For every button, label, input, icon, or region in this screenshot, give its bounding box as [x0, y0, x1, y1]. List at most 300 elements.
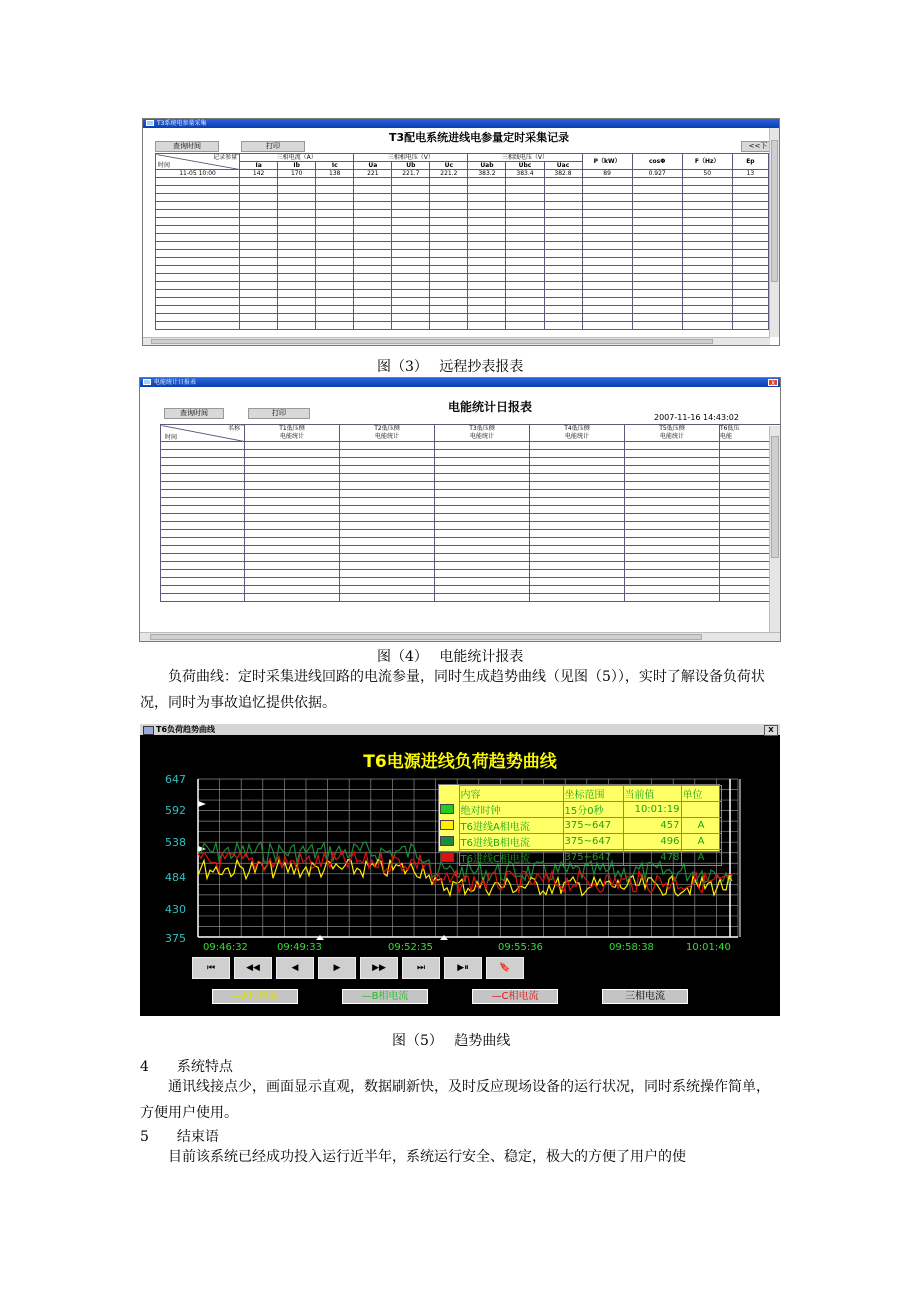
cell: [316, 274, 354, 282]
legend-swatch-cell: [439, 850, 459, 866]
cell: [544, 290, 582, 298]
legend-header: 坐标范围: [563, 786, 623, 802]
scroll-thumb[interactable]: [771, 436, 779, 558]
back-button[interactable]: ◀: [276, 957, 314, 979]
cell: [544, 226, 582, 234]
cell: [278, 274, 316, 282]
cell: [625, 546, 720, 554]
cell: [582, 322, 632, 330]
next-page-button[interactable]: <<下: [741, 141, 775, 152]
col-header-line1: T2低压侧: [374, 425, 400, 432]
cell: [468, 218, 506, 226]
x-tick: 09:55:36: [498, 942, 543, 953]
cell: [682, 282, 732, 290]
col-header-line2: 电能统计: [374, 433, 399, 440]
table-row: [161, 506, 781, 514]
cell: [582, 242, 632, 250]
cell: [430, 194, 468, 202]
first-button[interactable]: ⏮: [192, 957, 230, 979]
legend-row: [439, 850, 721, 866]
cell: [506, 322, 544, 330]
cell: [632, 186, 682, 194]
cell: [544, 258, 582, 266]
cell: [240, 274, 278, 282]
cell: [435, 594, 530, 602]
cell: [506, 282, 544, 290]
table-row: [156, 202, 769, 210]
cell: [430, 274, 468, 282]
legend-unit: A: [681, 850, 721, 866]
cell: [161, 586, 245, 594]
cell: 382.8: [544, 170, 582, 178]
cell: [468, 274, 506, 282]
legend-value: 10:01:19: [623, 802, 681, 818]
cell: [245, 530, 340, 538]
fig4-horizontal-scrollbar[interactable]: [140, 632, 780, 641]
cell: [682, 290, 732, 298]
app-icon: [146, 120, 154, 126]
cell: [682, 234, 732, 242]
cell: [582, 306, 632, 314]
fig3-vertical-scrollbar[interactable]: [769, 128, 779, 337]
cell: [632, 218, 682, 226]
table-row: [161, 442, 781, 450]
cell: [682, 322, 732, 330]
cell: [732, 218, 768, 226]
cell: [625, 466, 720, 474]
cell: [435, 498, 530, 506]
cell: [245, 594, 340, 602]
x-tick: 09:49:33: [277, 942, 322, 953]
cell: [354, 266, 392, 274]
table-row: [156, 282, 769, 290]
legend-row: [439, 818, 721, 834]
cell: [340, 546, 435, 554]
cell: [354, 178, 392, 186]
cell: 221.7: [392, 170, 430, 178]
phase-a-button[interactable]: —A相电流: [212, 989, 298, 1004]
cell: [732, 258, 768, 266]
fig3-data-table: [155, 153, 769, 330]
scroll-thumb[interactable]: [151, 339, 713, 344]
cell: [632, 210, 682, 218]
cell: [245, 554, 340, 562]
cell: [544, 282, 582, 290]
cell: [530, 562, 625, 570]
table-row: [156, 274, 769, 282]
cell: [240, 282, 278, 290]
fig4-corner-cell: [161, 425, 245, 442]
cell: [732, 178, 768, 186]
cell: [340, 450, 435, 458]
cell: [240, 266, 278, 274]
cell: [435, 530, 530, 538]
cell: [340, 490, 435, 498]
cell: [682, 298, 732, 306]
cell: [632, 194, 682, 202]
cell: [316, 186, 354, 194]
x-tick: 10:01:40: [686, 942, 731, 953]
cell: [435, 586, 530, 594]
cell: [468, 258, 506, 266]
cell: [278, 186, 316, 194]
cell: [632, 314, 682, 322]
cell: [682, 258, 732, 266]
cell: [340, 522, 435, 530]
cell: [161, 594, 245, 602]
cell: [156, 314, 240, 322]
col-header-line1: T4低压侧: [564, 425, 590, 432]
cell: [530, 482, 625, 490]
col-header-line1: T5低压侧: [659, 425, 685, 432]
last-button[interactable]: ⏭: [402, 957, 440, 979]
cell: 383.2: [468, 170, 506, 178]
close-icon[interactable]: X: [768, 379, 778, 386]
cell: [435, 474, 530, 482]
cell: [278, 322, 316, 330]
cell: [530, 570, 625, 578]
cell: [582, 226, 632, 234]
cell: [340, 594, 435, 602]
scroll-thumb[interactable]: [150, 634, 702, 640]
query-time-button[interactable]: 查询时间: [155, 141, 219, 152]
cell: [156, 178, 240, 186]
col-header: Ib: [278, 162, 316, 170]
cell: [354, 306, 392, 314]
cell: [156, 274, 240, 282]
cell: [732, 306, 768, 314]
cell: [544, 194, 582, 202]
empty-rows: [156, 178, 769, 330]
y-tick: 592: [165, 804, 186, 817]
cell: [582, 218, 632, 226]
cell: [732, 194, 768, 202]
cell: [278, 194, 316, 202]
cell: [530, 530, 625, 538]
y-tick: 430: [165, 903, 186, 916]
cell: [161, 474, 245, 482]
cell: [340, 498, 435, 506]
cell: [161, 450, 245, 458]
query-time-button[interactable]: 查询时间: [164, 408, 224, 419]
app-icon: [143, 379, 151, 385]
phase-b-button[interactable]: —B相电流: [342, 989, 428, 1004]
corner-bottom-label: 时间: [158, 162, 171, 169]
cell: [354, 322, 392, 330]
table-row: [156, 298, 769, 306]
cell: [354, 314, 392, 322]
cell: [161, 506, 245, 514]
cell: [468, 210, 506, 218]
cell: [530, 586, 625, 594]
cell: [161, 522, 245, 530]
empty-rows: [161, 442, 781, 602]
cell: [530, 522, 625, 530]
cell: [430, 202, 468, 210]
cell: [682, 186, 732, 194]
cell: [240, 242, 278, 250]
print-button[interactable]: 打印: [241, 141, 305, 152]
fast-back-button[interactable]: ◀◀: [234, 957, 272, 979]
cell: [625, 450, 720, 458]
legend-row: [439, 834, 721, 850]
col-p-header: P（kW）: [582, 154, 632, 170]
cell: [544, 210, 582, 218]
cell: 170: [278, 170, 316, 178]
cell: [468, 242, 506, 250]
x-tick: 09:46:32: [203, 942, 248, 953]
cell: [544, 178, 582, 186]
cell: [340, 466, 435, 474]
table-row: [161, 450, 781, 458]
cell: [240, 186, 278, 194]
table-row: [161, 578, 781, 586]
cell: [354, 290, 392, 298]
cell: [468, 226, 506, 234]
cell: [468, 234, 506, 242]
cell: [340, 442, 435, 450]
cell: [245, 538, 340, 546]
legend-row: [439, 802, 721, 818]
cell: [732, 322, 768, 330]
cell: [625, 554, 720, 562]
cell: [245, 514, 340, 522]
cell: [161, 562, 245, 570]
table-row: [156, 314, 769, 322]
table-row: [161, 546, 781, 554]
cell: [430, 218, 468, 226]
legend-name: T6进线A相电流: [459, 818, 563, 834]
table-row: [161, 458, 781, 466]
col-header-line2: 电能统计: [659, 433, 684, 440]
cell: [544, 314, 582, 322]
cell: [530, 538, 625, 546]
step-button[interactable]: ▶⏸: [444, 957, 482, 979]
cell: [354, 210, 392, 218]
cell: [278, 210, 316, 218]
cell: [430, 282, 468, 290]
cell: [392, 290, 430, 298]
cell: [316, 178, 354, 186]
cell: [245, 546, 340, 554]
cell: [340, 514, 435, 522]
cell: [682, 266, 732, 274]
cell: [240, 218, 278, 226]
three-phase-button[interactable]: 三相电流: [602, 989, 688, 1004]
legend-unit: A: [681, 834, 721, 850]
cell: [430, 226, 468, 234]
cell: 138: [316, 170, 354, 178]
cell: [392, 178, 430, 186]
legend-swatch-cell: [439, 802, 459, 818]
cell: [156, 242, 240, 250]
fig4-vertical-scrollbar[interactable]: [769, 426, 780, 632]
cell: [506, 178, 544, 186]
col-header-line2: 电能统计: [279, 433, 304, 440]
cell: [732, 314, 768, 322]
cell: [340, 562, 435, 570]
paragraph-features: 通讯线接点少，画面显示直观，数据刷新快，及时反应现场设备的运行状况，同时系统操作简单，方便用户使用。: [140, 1079, 770, 1121]
cell: [161, 490, 245, 498]
fig3-window-title: T3系统电参量采集: [157, 120, 207, 127]
cell: [582, 234, 632, 242]
col-header: Ub: [392, 162, 430, 170]
cell: [530, 546, 625, 554]
fig3-window: [142, 118, 780, 346]
section4-title: 4 系统特点: [140, 1059, 233, 1075]
close-icon[interactable]: X: [764, 725, 778, 736]
cell: [544, 266, 582, 274]
cell: [435, 466, 530, 474]
cell: [316, 218, 354, 226]
cell: [506, 202, 544, 210]
cell: [435, 538, 530, 546]
fast-forward-button[interactable]: ▶▶: [360, 957, 398, 979]
cell: [245, 474, 340, 482]
cell: [582, 194, 632, 202]
table-row: [161, 466, 781, 474]
table-row: [156, 322, 769, 330]
cell: [240, 210, 278, 218]
cell: [468, 266, 506, 274]
legend-unit: [681, 802, 721, 818]
cell: [544, 218, 582, 226]
cell: [625, 482, 720, 490]
bookmark-button[interactable]: 🔖: [486, 957, 524, 979]
cell: [468, 306, 506, 314]
cell: [435, 578, 530, 586]
phase-c-button[interactable]: —C相电流: [472, 989, 558, 1004]
legend-range: 15分0秒: [563, 802, 623, 818]
cell: [506, 298, 544, 306]
cell: [435, 514, 530, 522]
fig5-chart-title: T6电源进线负荷趋势曲线: [363, 752, 557, 772]
cell: [161, 514, 245, 522]
cell: [340, 530, 435, 538]
col-cos-header: cosΦ: [632, 154, 682, 170]
cell: [468, 186, 506, 194]
scroll-thumb[interactable]: [771, 140, 778, 282]
cell: [544, 322, 582, 330]
cell: [240, 234, 278, 242]
table-row: [156, 234, 769, 242]
cell: [632, 178, 682, 186]
cell: [530, 514, 625, 522]
cell: [278, 290, 316, 298]
fig3-horizontal-scrollbar[interactable]: [143, 337, 770, 345]
cell: [582, 274, 632, 282]
cell: [430, 250, 468, 258]
cell: [240, 298, 278, 306]
cell: [582, 186, 632, 194]
cell: [544, 306, 582, 314]
play-button[interactable]: ▶: [318, 957, 356, 979]
cell: [392, 282, 430, 290]
table-row: [156, 178, 769, 186]
cell: [156, 202, 240, 210]
cell: [632, 258, 682, 266]
table-row: [161, 498, 781, 506]
cell: [506, 274, 544, 282]
cell: [161, 466, 245, 474]
group-line-voltage-header: 三相线电压（V）: [468, 154, 582, 162]
cell: [506, 218, 544, 226]
cell: [245, 586, 340, 594]
cell: [468, 202, 506, 210]
col-header-line1: T6低压: [720, 425, 740, 432]
table-row: [161, 514, 781, 522]
cell: [316, 210, 354, 218]
cell: [632, 202, 682, 210]
cell: [354, 186, 392, 194]
cell: [530, 450, 625, 458]
col-header-line1: T3低压侧: [469, 425, 495, 432]
cell: [632, 298, 682, 306]
legend-unit: A: [681, 818, 721, 834]
cell: [278, 218, 316, 226]
cell: [354, 282, 392, 290]
cell: [278, 234, 316, 242]
cell: [530, 490, 625, 498]
corner-bottom-label: 时间: [165, 434, 178, 441]
cell: [278, 314, 316, 322]
table-row: [156, 266, 769, 274]
cell: [506, 306, 544, 314]
table-row: [156, 306, 769, 314]
col-f-header: F（Hz）: [682, 154, 732, 170]
x-tick: 09:58:38: [609, 942, 654, 953]
cell: [156, 290, 240, 298]
cell: [544, 186, 582, 194]
cell: [245, 466, 340, 474]
legend-swatch-cell: [439, 834, 459, 850]
cell: [278, 306, 316, 314]
legend-swatch: [440, 804, 454, 814]
col-header: Ubc: [506, 162, 544, 170]
cell: [245, 442, 340, 450]
cell: [156, 298, 240, 306]
cell: [161, 554, 245, 562]
cell: [392, 266, 430, 274]
cell: 13: [732, 170, 768, 178]
cell: [240, 306, 278, 314]
cell: [392, 314, 430, 322]
cell: [156, 186, 240, 194]
cell: [240, 226, 278, 234]
section5-title: 5 结束语: [140, 1129, 219, 1145]
cell: [732, 234, 768, 242]
y-tick: 484: [165, 871, 186, 884]
cell: [632, 322, 682, 330]
cell: [392, 242, 430, 250]
cell: [278, 242, 316, 250]
cell: [530, 498, 625, 506]
cell: [430, 258, 468, 266]
cell: [625, 498, 720, 506]
cell: [682, 226, 732, 234]
table-row: [161, 570, 781, 578]
cell: [468, 282, 506, 290]
fig3-caption: 图（3） 远程抄表报表: [377, 359, 524, 375]
cell: [340, 458, 435, 466]
fig4-window-title: 电能统计日报表: [154, 379, 197, 386]
cell: [582, 282, 632, 290]
cell: [732, 226, 768, 234]
cell: [430, 266, 468, 274]
print-button[interactable]: 打印: [248, 408, 310, 419]
cell: [435, 442, 530, 450]
cell: [354, 274, 392, 282]
